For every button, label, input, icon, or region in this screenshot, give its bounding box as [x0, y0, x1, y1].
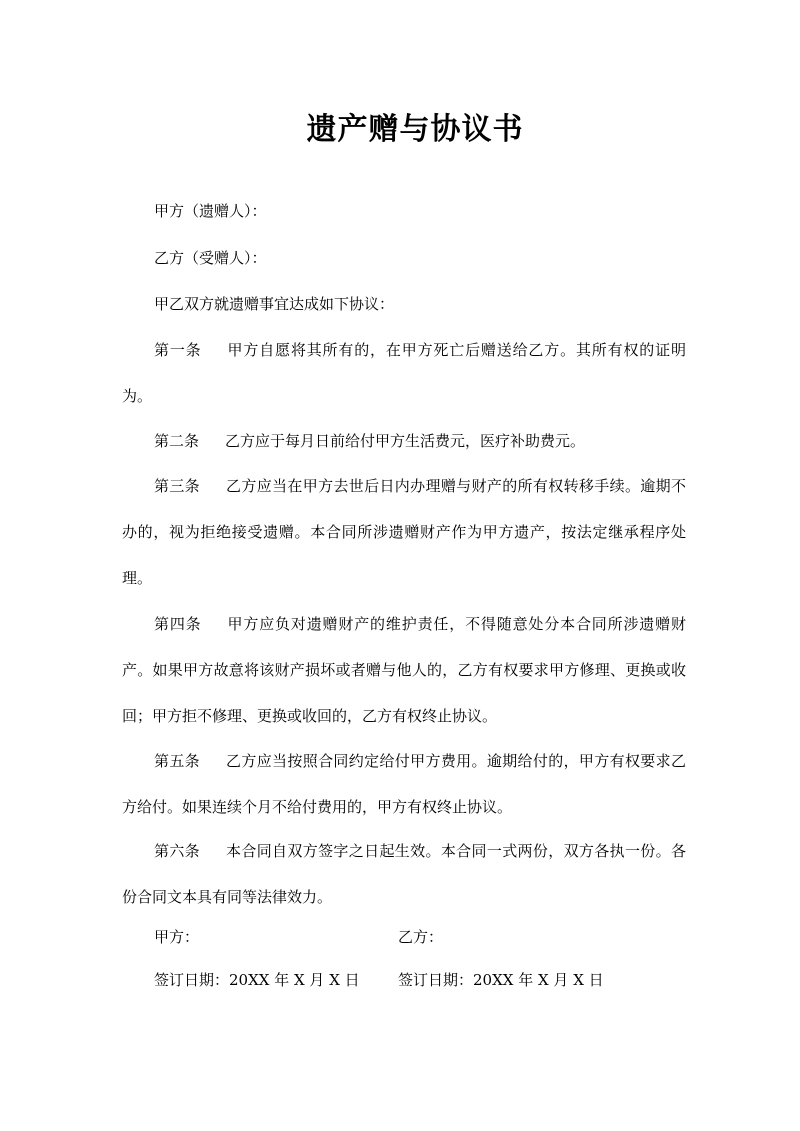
article-4-text: 甲方应负对遗赠财产的维护责任，不得随意处分本合同所涉遗赠财产。如果甲方故意将该财产损坏或者赠与他人的，乙方有权要求甲方修理、更换或收回；甲方拒不修理、更换或收回的，乙方有权终止协议。	[122, 615, 686, 725]
article-1-text: 甲方自愿将其所有的，在甲方死亡后赠送给乙方。其所有权的证明为。	[122, 341, 686, 405]
party-a-line: 甲方（遗赠人）：	[154, 202, 267, 220]
article-5	[122, 738, 686, 830]
article-4	[122, 601, 686, 739]
article-5-text: 乙方应当按照合同约定给付甲方费用。逾期给付的，甲方有权要求乙方给付。如果连续个月不给付费用的，甲方有权终止协议。	[122, 752, 686, 816]
article-2	[122, 418, 686, 464]
party-a-signature-label: 甲方：	[154, 928, 200, 946]
article-2-number: 第二条	[154, 432, 200, 450]
document-title: 遗产赠与协议书	[306, 112, 524, 147]
party-a-sign-date: 签订日期：20XX 年 X 月 X 日	[154, 971, 360, 989]
party-b-sign-date: 签订日期：20XX 年 X 月 X 日	[398, 971, 604, 989]
article-1	[122, 327, 686, 419]
article-6-text: 本合同自双方签字之日起生效。本合同一式两份，双方各执一份。各份合同文本具有同等法律效力。	[122, 842, 686, 906]
party-b-signature-label: 乙方：	[398, 928, 444, 946]
article-3-number: 第三条	[154, 477, 201, 495]
article-2-text: 乙方应于每月日前给付甲方生活费元，医疗补助费元。	[225, 432, 586, 450]
article-1-number: 第一条	[154, 341, 202, 359]
article-4-number: 第四条	[154, 615, 202, 633]
article-3	[122, 463, 686, 601]
intro-line: 甲乙双方就遗赠事宜达成如下协议：	[154, 295, 395, 313]
party-b-line: 乙方（受赠人）：	[154, 249, 267, 267]
article-6	[122, 828, 686, 920]
article-6-number: 第六条	[154, 842, 201, 860]
article-5-number: 第五条	[154, 752, 201, 770]
article-3-text: 乙方应当在甲方去世后日内办理赠与财产的所有权转移手续。逾期不办的，视为拒绝接受遗赠。本合同所涉遗赠财产作为甲方遗产，按法定继承程序处理。	[122, 477, 686, 587]
